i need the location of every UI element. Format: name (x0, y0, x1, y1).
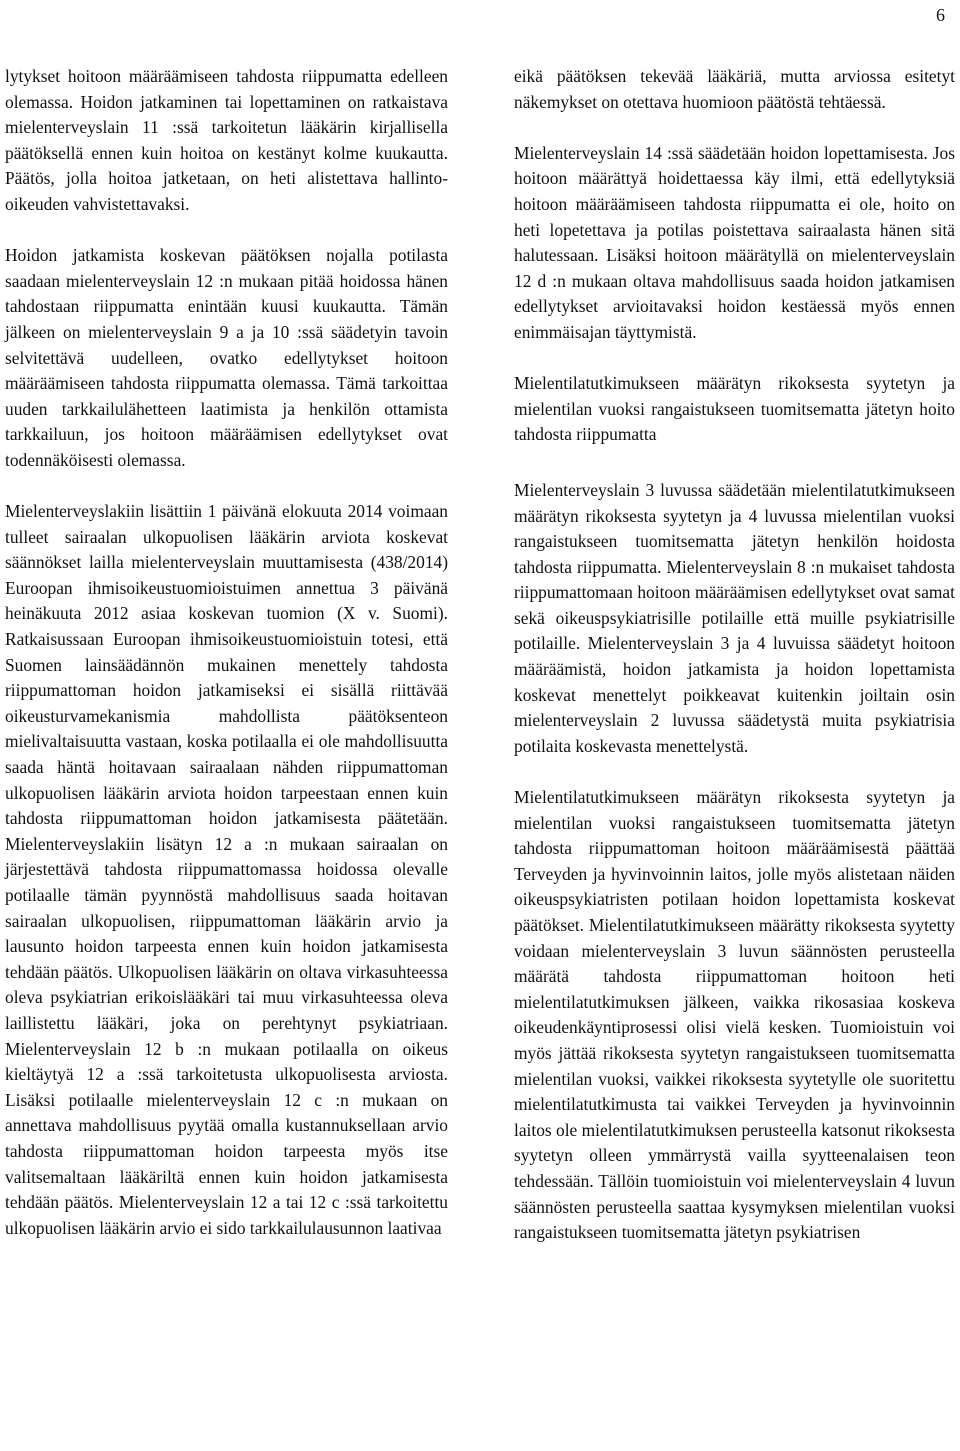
paragraph: Mielenterveyslain 3 luvussa säädetään mielentilatutkimukseen määrätyn rikoksesta syytetyn ja 4 luvussa mielentilan vuoksi rangaistukseen tuomitsematta jätetyn henkilön hoidosta tahdosta riippumatta. Mielenterveyslain 8 :n mukaiset tahdosta riippumattomaan hoitoon määräämisen edellytykset ovat samat sekä oikeuspsykiatrisille potilaille että muille psykiatrisille potilaille. Mielenterveyslain 3 ja 4 luvuissa säädetyt hoitoon määräämistä, hoidon jatkamista ja hoidon lopettamista koskevat menettelyt poikkeavat kuitenkin joiltain osin mielenterveyslain 2 luvussa säädetystä muita psykiatrisia potilaita koskevasta menettelystä. (514, 479, 955, 756)
paragraph: Hoidon jatkamista koskevan päätöksen nojalla potilasta saadaan mielenterveyslain 12 :n mukaan pitää hoidossa hänen tahdostaan riippumatta enintään kuusi kuukautta. Tämän jälkeen on mielenterveyslain 9 a ja 10 :ssä säädetyin tavoin selvitettävä uudelleen, ovatko edellytykset hoitoon määräämiseen tahdosta riippumatta olemassa. Tämä tarkoittaa uuden tarkkailulähetteen laatimista ja henkilön ottamista tarkkailuun, jos hoitoon määräämisen edellytykset ovat todennäköisesti olemassa. (5, 245, 448, 470)
page-number: 6 (936, 5, 945, 25)
paragraph: Mielenterveyslakiin lisättiin 1 päivänä elokuuta 2014 voimaan tulleet sairaalan ulkopuolisen lääkärin arviota koskevat säännökset lailla mielenterveyslain muuttamisesta (438/2014) Euroopan ihmisoikeustuomioistuimen annettua 3 päivänä heinäkuuta 2012 asiaa koskevan tuomion (X v. Suomi). Ratkaisussaan Euroopan ihmisoikeustuomioistuin totesi, että Suomen lainsäädännön mukainen menettely tahdosta riippumattoman hoidon jatkamiseksi ei sisällä riittävää oikeusturvamekanismia mahdollista päätöksenteon mielivaltaisuutta vastaan, koska potilaalla ei ole mahdollisuutta saada häntä hoitavaan sairaalaan nähden riippumattoman ulkopuolisen lääkärin arviota hoidon tarpeestaan ennen kuin tahdosta riippumattoman hoidon jatkamisesta päätetään. Mielenterveyslakiin lisätyn 12 a :n mukaan sairaalan on järjestettävä tahdosta riippumattomassa hoidossa olevalle potilaalle tämän pyynnöstä mahdollisuus saada hoitavan sairaalan ulkopuolisen, riippumattoman lääkärin arvio ja lausunto hoidon tarpeesta ennen kuin hoidon jatkamisesta tehdään päätös. Ulkopuolisen lääkärin on oltava virkasuhteessa oleva psykiatrian erikoislääkäri tai muu virkasuhteessa oleva laillistettu lääkäri, joka on perehtynyt psykiatriaan. Mielenterveyslain 12 b :n mukaan potilaalla on oikeus kieltäytyä 12 a :ssä tarkoitetusta ulkopuolisesta arviosta. Lisäksi potilaalle mielenterveyslain 12 c :n mukaan on annettava mahdollisuus pyytää omalla kustannuksellaan arvio tahdosta riippumattoman hoidon tarpeesta myös itse valitsemaltaan lääkäriltä ennen kuin hoidon jatkamisesta tehdään päätös. Mielenterveyslain 12 a tai 12 c :ssä tarkoitettu ulkopuolisen lääkärin arvio ei sido tarkkailulausunnon laativaa (5, 501, 448, 1238)
paragraph: Mielenterveyslain 14 :ssä säädetään hoidon lopettamisesta. Jos hoitoon määrättyä hoidettaessa käy ilmi, että edellytyksiä hoitoon määräämiseen tahdosta riippumatta ei ole, hoito on heti lopetettava ja potilas poistettava sairaalasta hänen sitä halutessaan. Lisäksi hoitoon määrätyllä on mielenterveyslain 12 d :n mukaan oltava mahdollisuus saada hoidon jatkamisen edellytykset arvioitavaksi hoidon kestäessä myös ennen enimmäisajan täyttymistä. (514, 142, 955, 342)
section-heading: Mielentilatutkimukseen määrätyn rikoksesta syytetyn ja mielentilan vuoksi rangaistukseen tuomitsematta jätetyn hoito tahdosta riippumatta (514, 373, 955, 445)
left-column (5, 64, 448, 1241)
right-column (514, 64, 955, 1246)
paragraph: lytykset hoitoon määräämiseen tahdosta riippumatta edelleen olemassa. Hoidon jatkaminen tai lopettaminen on ratkaistava mielenterveyslain 11 :ssä tarkoitetun lääkärin kirjallisella päätöksellä ennen kuin hoitoa on kestänyt kolme kuukautta. Päätös, jolla hoitoa jatketaan, on heti alistettava hallinto-oikeuden vahvistettavaksi. (5, 66, 448, 214)
paragraph: eikä päätöksen tekevää lääkäriä, mutta arviossa esitetyt näkemykset on otettava huomioon päätöstä tehtäessä. (514, 66, 955, 112)
paragraph: Mielentilatutkimukseen määrätyn rikoksesta syytetyn ja mielentilan vuoksi rangaistukseen tuomitsematta jätetyn tahdosta riippumattoman hoitoon määräämisestä päättää Terveyden ja hyvinvoinnin laitos, jolle myös alistetaan näiden oikeuspsykiatristen potilaan hoidon lopettamista koskevat päätökset. Mielentilatutkimukseen määrätty rikoksesta syytetty voidaan mielenterveyslain 3 luvun säännösten perusteella määrätä tahdosta riippumattoman hoitoon heti mielentilatutkimuksen jälkeen, vaikka rikosasiaa koskeva oikeudenkäyntiprosessi olisi vielä kesken. Tuomioistuin voi myös jättää rikoksesta syytetyn rangaistukseen tuomitsematta mielentilan vuoksi, vaikkei rikoksesta syytetylle ole suoritettu mielentilatutkimusta tai vaikkei Terveyden ja hyvinvoinnin laitos ole mielentilatutkimuksen perusteella katsonut rikoksesta syytetyn olleen ymmärrystä vailla syytteenalaisen teon tehdessään. Tällöin tuomioistuin voi mielenterveyslain 4 luvun säännösten perusteella saattaa kysymyksen mielentilan vuoksi rangaistukseen tuomitsematta jätetyn psykiatrisen (514, 787, 955, 1243)
